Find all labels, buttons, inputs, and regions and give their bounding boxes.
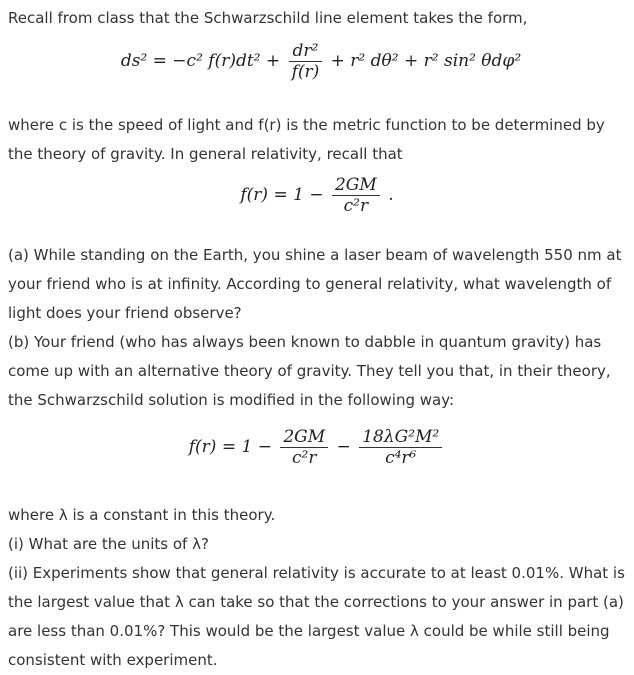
modified-metric-equation [8, 415, 626, 501]
eq1-lhs: ds² = −c² f(r)dt² + [120, 51, 281, 71]
part-a-paragraph: (a) While standing on the Earth, you shine a laser beam of wavelength 550 nm at your friend who is at infinity. According to general relativity, what wavelength of light does your friend observe? [8, 246, 622, 322]
gr-metric-equation [8, 169, 626, 241]
line-element-equation [8, 33, 626, 111]
eq3-numerator-2: 18λG²M² [359, 427, 442, 448]
eq1-denominator: f(r) [291, 62, 320, 82]
eq3-denominator-2: c⁴r⁶ [385, 448, 417, 468]
part-b-paragraph: (b) Your friend (who has always been known to dabble in quantum gravity) has come up with an alternative theory of gravity. They tell you that, in their theory, the Schwarzschild solution is modified in the following way: [8, 333, 611, 409]
where-lambda-paragraph: where λ is a constant in this theory. [8, 506, 276, 524]
eq1-fraction [289, 41, 323, 82]
eq2-end: . [388, 185, 394, 205]
eq3-fraction-2 [359, 427, 442, 468]
eq3-lhs: f(r) = 1 − [188, 437, 272, 457]
eq2-numerator: 2GM [332, 175, 380, 196]
eq2-lhs: f(r) = 1 − [240, 185, 324, 205]
where-c-paragraph: where c is the speed of light and f(r) is the metric function to be determined by the theory of gravity. In general relativity, recall that [8, 116, 605, 163]
part-ii-paragraph: (ii) Experiments show that general relativity is accurate to at least 0.01%. What is the largest value that λ can take so that the corrections to your answer in part (a) are less than 0.01%? This would be the largest value λ could be while still being consistent with experiment. [8, 564, 625, 669]
intro-paragraph: Recall from class that the Schwarzschild line element takes the form, [8, 9, 528, 27]
eq1-numerator: dr² [289, 41, 323, 62]
eq2-denominator: c²r [343, 196, 369, 216]
eq3-numerator-1: 2GM [280, 427, 328, 448]
eq1-rhs: + r² dθ² + r² sin² θdφ² [330, 51, 522, 71]
eq3-denominator-1: c²r [292, 448, 317, 468]
eq3-fraction-1 [280, 427, 328, 468]
part-i-paragraph: (i) What are the units of λ? [8, 535, 209, 553]
eq2-fraction [332, 175, 380, 216]
eq3-minus: − [336, 437, 351, 457]
